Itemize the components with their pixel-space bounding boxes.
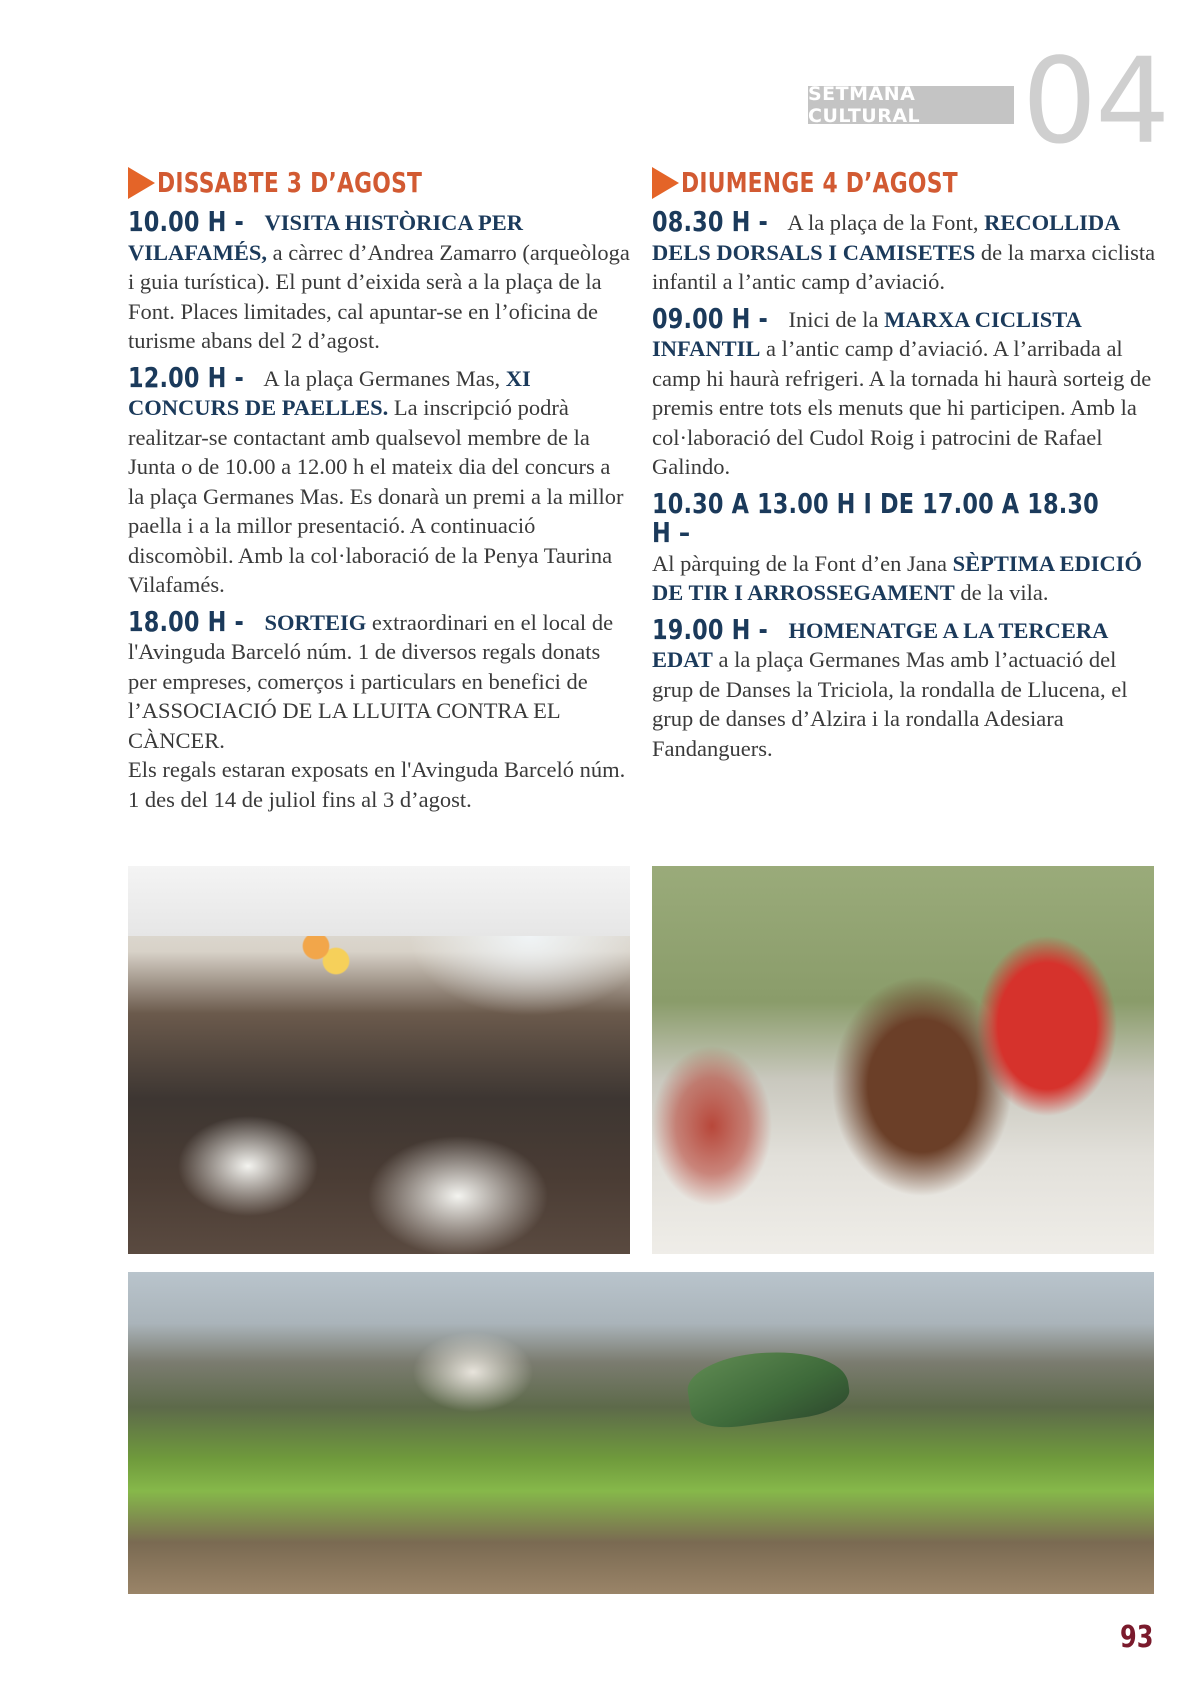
event-time: 08.30 H -: [652, 205, 768, 238]
event-entry: [652, 486, 1158, 608]
event-text-extra: Els regals estaran exposats en l'Avinguda Barceló núm. 1 des del 14 de juliol fins al 3 d’agost.: [128, 757, 626, 812]
event-entry: [128, 360, 632, 600]
event-entry: [652, 301, 1158, 482]
event-entry: [652, 612, 1158, 764]
sunday-column: [652, 166, 1158, 770]
day-header-sunday: [652, 166, 1158, 199]
horse-pull-photo: [652, 866, 1154, 1254]
play-triangle-icon: [128, 167, 155, 199]
event-text: La inscripció podrà realitzar-se contactant amb qualsevol membre de la Junta o de 10.00 a 12.00 h el mateix dia del concurs a la plaça Germanes Mas. Es donarà un premi a la millor paella i a la millor presentació. A continuació discomòbil. Amb la col·laboració de la Penya Taurina Vilafamés.: [128, 395, 624, 597]
play-triangle-icon: [652, 167, 679, 199]
saturday-column: [128, 166, 632, 821]
event-text: de la marxa ciclista infantil a l’antic camp d’aviació.: [652, 239, 1156, 294]
cycling-group-photo: [128, 1272, 1154, 1594]
event-highlight: SÈPTIMA EDICIÓ DE TIR I ARROSSEGAMENT: [652, 550, 1142, 605]
section-number: 04: [1022, 32, 1169, 170]
event-time: 12.00 H -: [128, 360, 244, 394]
day-title: DIUMENGE 4 D’AGOST: [681, 166, 958, 199]
section-label: SETMANA CULTURAL: [808, 86, 1014, 124]
event-time: 18.00 H -: [128, 604, 244, 638]
event-pre-text: Al pàrquing de la Font d’en Jana: [652, 550, 947, 576]
event-highlight: SORTEIG: [264, 609, 367, 635]
event-time: 10.00 H -: [128, 205, 244, 238]
airplane-shape: [684, 1341, 852, 1433]
event-highlight: HOMENATGE A LA TERCERA EDAT: [652, 617, 1108, 672]
event-pre-text: Inici de la: [788, 306, 879, 332]
event-time: 10.30 A 13.00 H I DE 17.00 A 18.30 H –: [652, 486, 1099, 549]
paella-contest-photo: [128, 866, 630, 1254]
event-text: a càrrec d’Andrea Zamarro (arqueòloga i guia turística). El punt d’eixida serà a la plaça de la Font. Places limitades, cal apuntar-se en l’oficina de turisme abans del 2 d’agost.: [128, 239, 630, 353]
event-entry: [128, 604, 632, 815]
page-number: 93: [1120, 1620, 1154, 1655]
event-pre-text: A la plaça Germanes Mas,: [263, 365, 501, 391]
event-text: a la plaça Germanes Mas amb l’actuació del grup de Danses la Triciola, la rondalla de Llucena, el grup de danses d’Alzira i la rondalla Adesiara Fandanguers.: [652, 647, 1128, 761]
event-text: a l’antic camp d’aviació. A l’arribada al camp hi haurà refrigeri. A la tornada hi haurà sorteig de premis entre tots els menuts que hi participen. Amb la col·laboració del Cudol Roig i patrocini de Rafael Galindo.: [652, 336, 1152, 479]
event-highlight: MARXA CICLISTA INFANTIL: [652, 306, 1081, 361]
event-text: extraordinari en el local de l'Avinguda Barceló núm. 1 de diversos regals donats per empreses, comerços i particulars en benefici de l’ASSOCIACIÓ DE LA LLUITA CONTRA EL CÀNCER.: [128, 609, 614, 753]
event-highlight: VISITA HISTÒRICA PER VILAFAMÉS,: [128, 210, 523, 265]
day-title: DISSABTE 3 D’AGOST: [157, 166, 423, 199]
event-pre-text: A la plaça de la Font,: [787, 210, 979, 235]
day-header-saturday: [128, 166, 632, 199]
event-highlight: XI CONCURS DE PAELLES.: [128, 365, 531, 420]
event-time: 19.00 H -: [652, 612, 768, 646]
event-time: 09.00 H -: [652, 301, 768, 335]
event-highlight: RECOLLIDA DELS DORSALS I CAMISETES: [652, 210, 1120, 265]
tent-roof: [128, 866, 630, 936]
event-entry: [128, 207, 632, 356]
event-entry: [652, 207, 1158, 297]
event-text: de la vila.: [960, 580, 1049, 605]
